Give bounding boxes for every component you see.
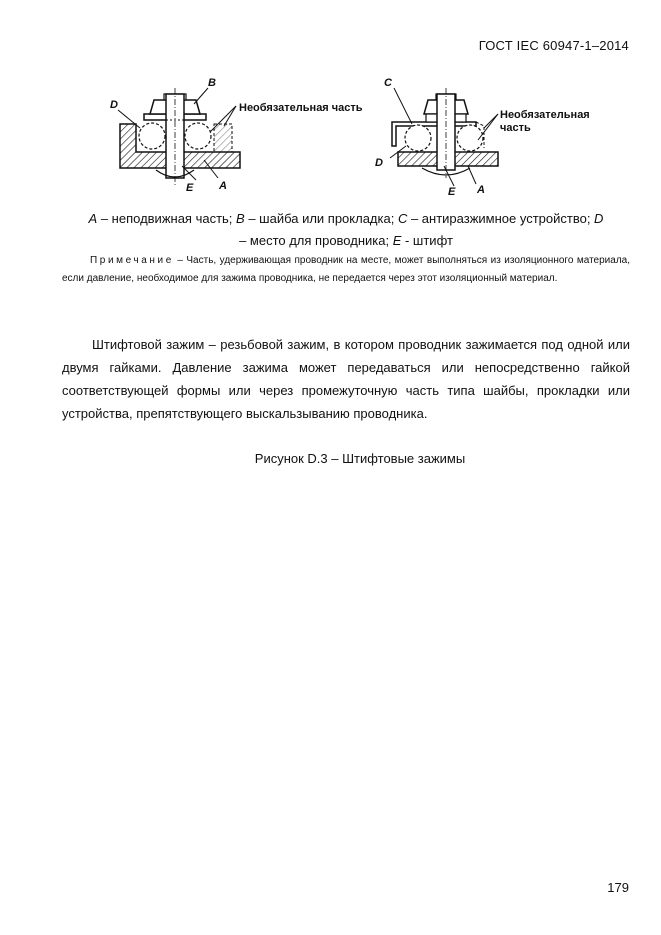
label-optional-right-1: Необязательная <box>500 109 590 121</box>
label-optional-left: Необязательная часть <box>239 102 363 114</box>
body-paragraph: Штифтовой зажим – резьбовой зажим, в котором проводник зажимается под одной или двумя гайками. Давление зажима может передаваться или непосредственно гайкой соответствующей формы или через промежуточную часть типа шайбы, прокладки или устройства, препятствующего выскальзыванию проводника. <box>62 337 630 421</box>
figure-caption: Рисунок D.3 – Штифтовые зажимы <box>254 451 466 466</box>
right-terminal-drawing <box>375 77 590 198</box>
page-number: 179 <box>607 880 629 895</box>
label-optional-right-2: часть <box>500 122 531 134</box>
note-label: Примечание <box>90 255 174 266</box>
left-terminal-drawing <box>110 77 363 194</box>
figure-note <box>62 252 630 288</box>
label-a-left: A <box>219 180 227 192</box>
figure-legend: A – неподвижная часть; B – шайба или прокладка; C – антиразжимное устройство; D – место для проводника; E - штифт <box>88 211 604 248</box>
label-d-right: D <box>375 157 383 169</box>
label-e-left: E <box>186 182 194 194</box>
label-d-left: D <box>110 99 118 111</box>
pillar-terminals-figure <box>100 74 640 204</box>
label-e-right: E <box>448 186 456 198</box>
label-b-left: B <box>208 77 216 89</box>
note-text: – Часть, удерживающая проводник на месте, может выполняться из изоляционного материала, если давление, необходимое для зажима проводника, не передается через этот изоляционный материал. <box>62 255 630 284</box>
label-a-right: A <box>477 184 485 196</box>
label-c-right: C <box>384 77 392 89</box>
document-header: ГОСТ IEC 60947-1–2014 <box>478 38 629 53</box>
